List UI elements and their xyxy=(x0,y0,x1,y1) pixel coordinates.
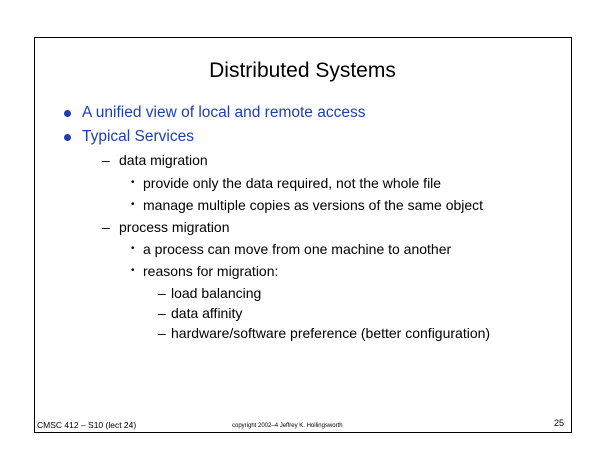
footer-course: CMSC 412 – S10 (lect 24) xyxy=(37,420,137,430)
reason-data-affinity: data affinity xyxy=(171,305,243,321)
bullet-typical-services: Typical Services xyxy=(82,128,194,145)
dash-bullet-icon: – xyxy=(102,152,110,168)
sub-sub-bullet-manage-copies: manage multiple copies as versions of the same object xyxy=(143,197,484,213)
dot-bullet-icon: • xyxy=(131,243,135,254)
sub-sub-bullet-reasons: reasons for migration: xyxy=(143,263,279,279)
dash-bullet-icon: – xyxy=(158,305,166,321)
reason-load-balancing: load balancing xyxy=(171,285,262,301)
sub-bullet-process-migration: process migration xyxy=(119,219,230,235)
dash-bullet-icon: – xyxy=(158,285,166,301)
dot-bullet-icon: • xyxy=(131,199,135,210)
sub-sub-bullet-provide-data: provide only the data required, not the whole file xyxy=(143,175,442,191)
bullet-dot-icon xyxy=(64,134,71,141)
dot-bullet-icon: • xyxy=(131,265,135,276)
page-number: 25 xyxy=(554,418,565,428)
dash-bullet-icon: – xyxy=(158,325,166,341)
reason-hardware-software: hardware/software preference (better configuration) xyxy=(171,325,491,341)
footer-copyright: copyright 2002–4 Jeffrey K. Hollingsworth xyxy=(232,423,343,429)
bullet-dot-icon xyxy=(64,110,71,117)
sub-bullet-data-migration: data migration xyxy=(119,152,208,168)
slide-title: Distributed Systems xyxy=(209,59,396,82)
sub-sub-bullet-process-move: a process can move from one machine to another xyxy=(143,241,452,257)
dot-bullet-icon: • xyxy=(131,177,135,188)
bullet-unified-view: A unified view of local and remote access xyxy=(82,104,366,121)
dash-bullet-icon: – xyxy=(102,219,110,235)
